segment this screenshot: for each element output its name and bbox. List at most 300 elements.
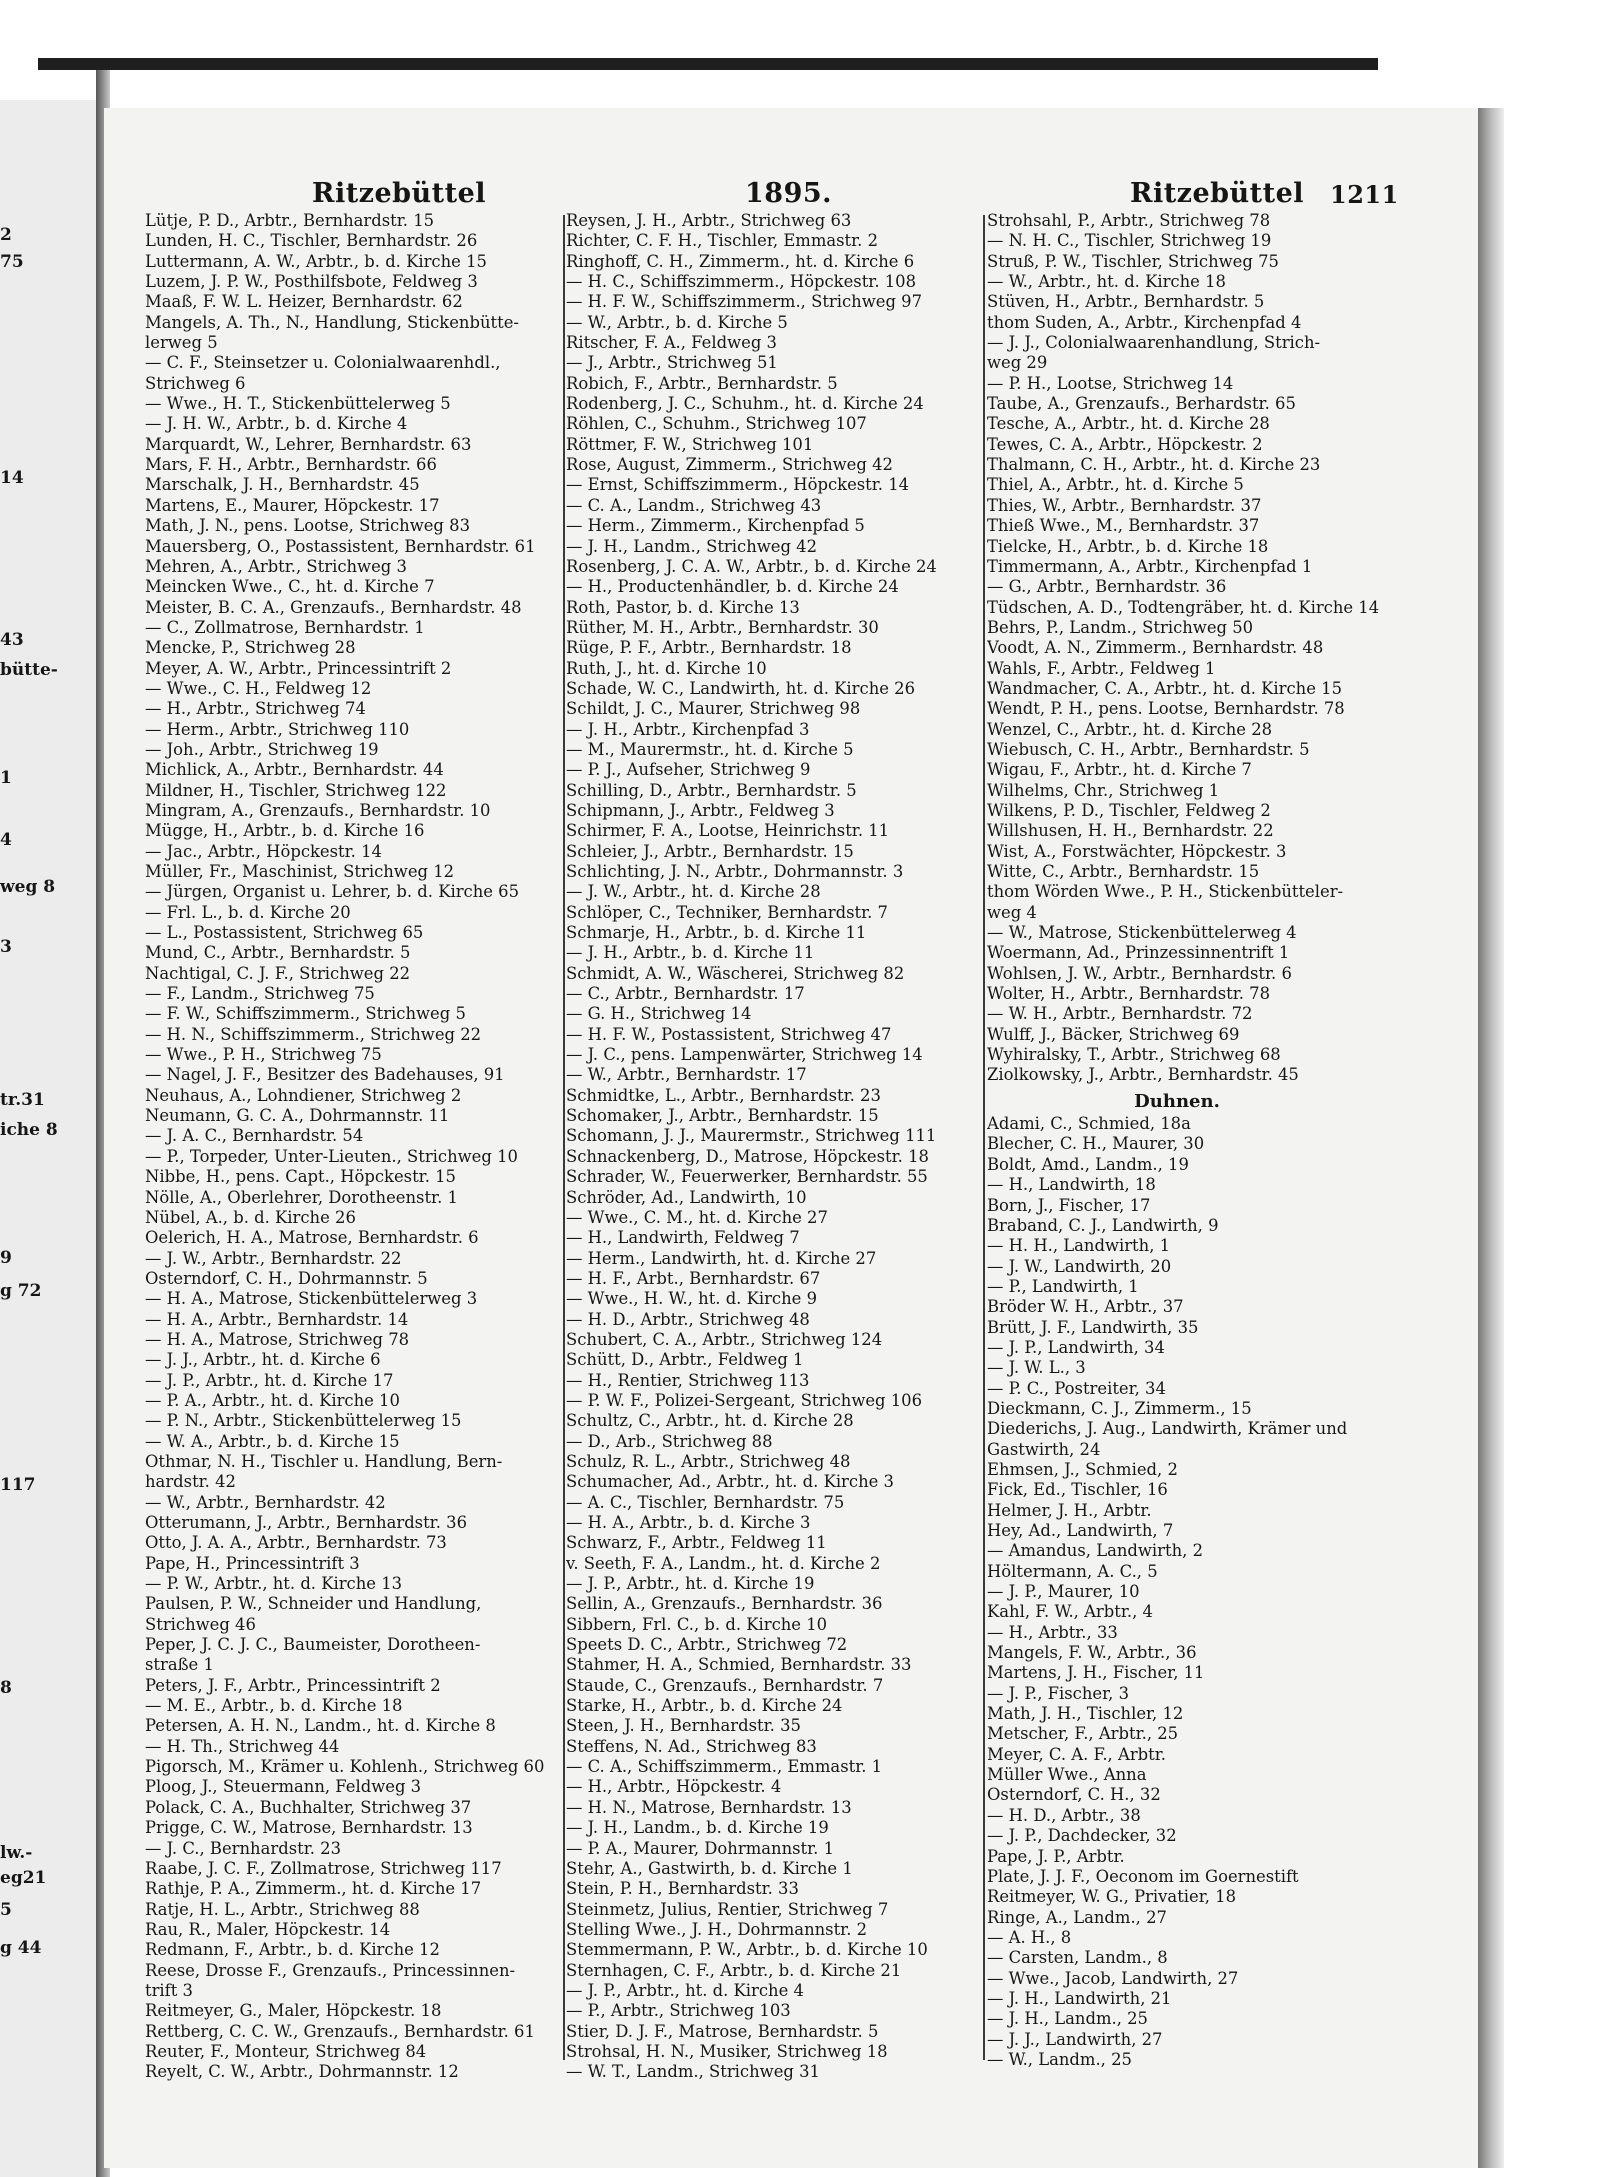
directory-entry: Robich, F., Arbtr., Bernhardstr. 5 [566, 373, 838, 393]
directory-entry: Stehr, A., Gastwirth, b. d. Kirche 1 [566, 1858, 853, 1878]
directory-entry: Schomann, J. J., Maurermstr., Strichweg 111 [566, 1126, 937, 1146]
directory-entry: — H. D., Arbtr., Strichweg 48 [566, 1309, 810, 1329]
directory-entry: Braband, C. J., Landwirth, 9 [987, 1215, 1219, 1235]
directory-entry: Thiel, A., Arbtr., ht. d. Kirche 5 [987, 475, 1244, 495]
directory-entry: straße 1 [145, 1655, 214, 1675]
directory-entry: Mars, F. H., Arbtr., Bernhardstr. 66 [145, 455, 437, 475]
directory-entry: Ratje, H. L., Arbtr., Strichweg 88 [145, 1899, 420, 1919]
directory-entry: Schirmer, F. A., Lootse, Heinrichstr. 11 [566, 821, 890, 841]
directory-entry: — P. N., Arbtr., Stickenbüttelerweg 15 [145, 1411, 462, 1431]
directory-entry: Mangels, A. Th., N., Handlung, Stickenbütte- [145, 312, 519, 332]
previous-page-fragment: weg 8 [0, 877, 56, 897]
directory-entry: — P. C., Postreiter, 34 [987, 1378, 1166, 1398]
directory-entry: Ritscher, F. A., Feldweg 3 [566, 333, 777, 353]
directory-entry: Adami, C., Schmied, 18a [987, 1114, 1191, 1134]
directory-entry: Rodenberg, J. C., Schuhm., ht. d. Kirche 24 [566, 394, 924, 414]
directory-entry: Thies, W., Arbtr., Bernhardstr. 37 [987, 495, 1262, 515]
directory-entry: Müller Wwe., Anna [987, 1765, 1147, 1785]
previous-page-fragment: tr.31 [0, 1090, 45, 1110]
directory-entry: — J. J., Colonialwaarenhandlung, Strich- [987, 333, 1321, 353]
directory-entry: — J. H., Landwirth, 21 [987, 1988, 1172, 2008]
directory-entry: — Wwe., H. W., ht. d. Kirche 9 [566, 1289, 818, 1309]
directory-entry: — W., Landm., 25 [987, 2049, 1132, 2069]
directory-entry: Schilling, D., Arbtr., Bernhardstr. 5 [566, 780, 857, 800]
directory-entry: — Wwe., P. H., Strichweg 75 [145, 1045, 382, 1065]
directory-entry: Wiebusch, C. H., Arbtr., Bernhardstr. 5 [987, 739, 1310, 759]
directory-entry: — J. H., Landm., 25 [987, 2009, 1148, 2029]
previous-page-fragment: 3 [0, 937, 12, 957]
directory-entry: thom Wörden Wwe., P. H., Stickenbütteler- [987, 882, 1344, 902]
directory-entry: — H. A., Matrose, Strichweg 78 [145, 1329, 410, 1349]
directory-entry: Schmidt, A. W., Wäscherei, Strichweg 82 [566, 963, 905, 983]
directory-entry: Strichweg 6 [145, 373, 246, 393]
directory-entry: Otto, J. A. A., Arbtr., Bernhardstr. 73 [145, 1533, 447, 1553]
directory-entry: Rathje, P. A., Zimmerm., ht. d. Kirche 17 [145, 1879, 482, 1899]
directory-entry: thom Suden, A., Arbtr., Kirchenpfad 4 [987, 312, 1302, 332]
directory-entry: Pigorsch, M., Krämer u. Kohlenh., Strichweg 60 [145, 1757, 545, 1777]
directory-entry: Stemmermann, P. W., Arbtr., b. d. Kirche 10 [566, 1940, 928, 1960]
directory-entry: Rose, August, Zimmerm., Strichweg 42 [566, 455, 893, 475]
previous-page-fragment: g 44 [0, 1938, 42, 1958]
directory-entry: Ringe, A., Landm., 27 [987, 1907, 1167, 1927]
directory-entry: — Wwe., C. M., ht. d. Kirche 27 [566, 1207, 828, 1227]
directory-entry: Ziolkowsky, J., Arbtr., Bernhardstr. 45 [987, 1065, 1299, 1085]
directory-entry: Schwarz, F., Arbtr., Feldweg 11 [566, 1533, 827, 1553]
directory-entry: Mildner, H., Tischler, Strichweg 122 [145, 780, 447, 800]
previous-page-fragment: lw.- [0, 1843, 33, 1863]
directory-entry: — W., Arbtr., b. d. Kirche 5 [566, 312, 788, 332]
directory-entry: Pape, H., Princessintrift 3 [145, 1553, 360, 1573]
directory-entry: Redmann, F., Arbtr., b. d. Kirche 12 [145, 1940, 440, 1960]
directory-entry: Strichweg 46 [145, 1614, 256, 1634]
directory-entry: Speets D. C., Arbtr., Strichweg 72 [566, 1635, 848, 1655]
previous-page-fragment: 2 [0, 225, 12, 245]
directory-entry: Schmarje, H., Arbtr., b. d. Kirche 11 [566, 923, 867, 943]
directory-entry: — H. A., Arbtr., Bernhardstr. 14 [145, 1309, 409, 1329]
directory-entry: Nibbe, H., pens. Capt., Höpckestr. 15 [145, 1167, 456, 1187]
directory-entry: Starke, H., Arbtr., b. d. Kirche 24 [566, 1696, 843, 1716]
directory-entry: — P. W., Arbtr., ht. d. Kirche 13 [145, 1574, 403, 1594]
page-number: 1211 [1330, 180, 1399, 209]
directory-entry: Reese, Drosse F., Grenzaufs., Princessinnen- [145, 1960, 516, 1980]
directory-entry: Rau, R., Maler, Höpckestr. 14 [145, 1919, 391, 1939]
directory-entry: Stüven, H., Arbtr., Bernhardstr. 5 [987, 292, 1265, 312]
directory-entry: Neuhaus, A., Lohndiener, Strichweg 2 [145, 1085, 462, 1105]
directory-entry: — J. W., Landwirth, 20 [987, 1256, 1172, 1276]
directory-entry: — C. A., Landm., Strichweg 43 [566, 495, 822, 515]
directory-entry: — H. C., Schiffszimmerm., Höpckestr. 108 [566, 272, 917, 292]
directory-entry: weg 29 [987, 353, 1048, 373]
directory-entry: Ruth, J., ht. d. Kirche 10 [566, 658, 767, 678]
directory-entry: Richter, C. F. H., Tischler, Emmastr. 2 [566, 231, 879, 251]
directory-entry: Kahl, F. W., Arbtr., 4 [987, 1602, 1153, 1622]
directory-entry: Wilhelms, Chr., Strichweg 1 [987, 780, 1220, 800]
directory-entry: Polack, C. A., Buchhalter, Strichweg 37 [145, 1797, 472, 1817]
directory-entry: — C. A., Schiffszimmerm., Emmastr. 1 [566, 1757, 883, 1777]
directory-entry: Bröder W. H., Arbtr., 37 [987, 1297, 1184, 1317]
directory-entry: — D., Arb., Strichweg 88 [566, 1431, 773, 1451]
directory-entry: Reitmeyer, W. G., Privatier, 18 [987, 1887, 1237, 1907]
directory-entry: Schütt, D., Arbtr., Feldweg 1 [566, 1350, 804, 1370]
directory-entry: Nachtigal, C. J. F., Strichweg 22 [145, 963, 411, 983]
directory-entry: Petersen, A. H. N., Landm., ht. d. Kirche 8 [145, 1716, 496, 1736]
directory-entry: Peters, J. F., Arbtr., Princessintrift 2 [145, 1675, 441, 1695]
directory-entry: Lunden, H. C., Tischler, Bernhardstr. 26 [145, 231, 478, 251]
header-left-title: Ritzebüttel [312, 178, 487, 209]
directory-entry: — H., Landwirth, 18 [987, 1175, 1156, 1195]
directory-entry: — J., Arbtr., Strichweg 51 [566, 353, 778, 373]
directory-entry: — F. W., Schiffszimmerm., Strichweg 5 [145, 1004, 466, 1024]
directory-entry: Müller, Fr., Maschinist, Strichweg 12 [145, 862, 455, 881]
directory-entry: Schumacher, Ad., Arbtr., ht. d. Kirche 3 [566, 1472, 894, 1492]
directory-entry: — W., Arbtr., ht. d. Kirche 18 [987, 272, 1226, 292]
directory-entry: Diederichs, J. Aug., Landwirth, Krämer und [987, 1419, 1348, 1439]
directory-entry: trift 3 [145, 1980, 193, 2000]
previous-page-fragment: iche 8 [0, 1120, 58, 1140]
directory-entry: Schade, W. C., Landwirth, ht. d. Kirche 26 [566, 678, 916, 698]
directory-entry: — M., Maurermstr., ht. d. Kirche 5 [566, 739, 854, 759]
directory-entry: Nübel, A., b. d. Kirche 26 [145, 1207, 356, 1227]
directory-entry: Prigge, C. W., Matrose, Bernhardstr. 13 [145, 1818, 473, 1838]
directory-entry: — Frl. L., b. d. Kirche 20 [145, 902, 351, 922]
directory-entry: — W. H., Arbtr., Bernhardstr. 72 [987, 1004, 1253, 1024]
directory-entry: Meyer, A. W., Arbtr., Princessintrift 2 [145, 658, 452, 678]
directory-entry: Neumann, G. C. A., Dohrmannstr. 11 [145, 1106, 450, 1126]
directory-entry: Meincken Wwe., C., ht. d. Kirche 7 [145, 577, 435, 597]
directory-entry: Staude, C., Grenzaufs., Bernhardstr. 7 [566, 1675, 884, 1695]
directory-entry: — J. A. C., Bernhardstr. 54 [145, 1126, 364, 1146]
directory-entry: Wilkens, P. D., Tischler, Feldweg 2 [987, 800, 1271, 820]
directory-entry: Ringhoff, C. H., Zimmerm., ht. d. Kirche 6 [566, 251, 915, 271]
directory-entry: — Amandus, Landwirth, 2 [987, 1541, 1203, 1561]
directory-entry: Ploog, J., Steuermann, Feldweg 3 [145, 1777, 422, 1797]
directory-entry: — J. P., Arbtr., ht. d. Kirche 17 [145, 1370, 394, 1390]
directory-entry: Behrs, P., Landm., Strichweg 50 [987, 617, 1254, 637]
directory-entry: Timmermann, A., Arbtr., Kirchenpfad 1 [987, 556, 1313, 576]
directory-entry: — J. W., Arbtr., ht. d. Kirche 28 [566, 882, 821, 902]
directory-entry: Tüdschen, A. D., Todtengräber, ht. d. Kirche 14 [987, 597, 1380, 617]
directory-entry: Schlichting, J. N., Arbtr., Dohrmannstr. 3 [566, 862, 904, 881]
directory-entry: Wyhiralsky, T., Arbtr., Strichweg 68 [987, 1045, 1281, 1065]
directory-entry: Marschalk, J. H., Bernhardstr. 45 [145, 475, 420, 495]
directory-entry: Peper, J. C. J. C., Baumeister, Dorotheen- [145, 1635, 481, 1655]
directory-entry: Nölle, A., Oberlehrer, Dorotheenstr. 1 [145, 1187, 458, 1207]
directory-entry: Schleier, J., Arbtr., Bernhardstr. 15 [566, 841, 854, 861]
directory-entry: — J. H. W., Arbtr., b. d. Kirche 4 [145, 414, 408, 434]
directory-entry: Roth, Pastor, b. d. Kirche 13 [566, 597, 800, 617]
column-2 [566, 211, 986, 2083]
directory-entry: — J. P., Arbtr., ht. d. Kirche 19 [566, 1574, 815, 1594]
directory-entry: — H. Th., Strichweg 44 [145, 1736, 340, 1756]
directory-entry: Meister, B. C. A., Grenzaufs., Bernhardstr. 48 [145, 597, 522, 617]
directory-entry: Strohsahl, P., Arbtr., Strichweg 78 [987, 211, 1271, 230]
previous-page-fragment: eg21 [0, 1868, 47, 1888]
directory-entry: — W., Arbtr., Bernhardstr. 42 [145, 1492, 386, 1512]
directory-entry: — J. C., Bernhardstr. 23 [145, 1838, 342, 1858]
directory-entry: Stelling Wwe., J. H., Dohrmannstr. 2 [566, 1919, 868, 1939]
directory-entry: Wandmacher, C. A., Arbtr., ht. d. Kirche 15 [987, 678, 1343, 698]
directory-entry: weg 4 [987, 902, 1037, 922]
directory-entry: Tewes, C. A., Arbtr., Höpckestr. 2 [987, 434, 1263, 454]
directory-entry: v. Seeth, F. A., Landm., ht. d. Kirche 2 [566, 1553, 881, 1573]
directory-entry: Wigau, F., Arbtr., ht. d. Kirche 7 [987, 760, 1252, 780]
directory-entry: — P. W. F., Polizei-Sergeant, Strichweg 106 [566, 1390, 923, 1410]
directory-entry: — Jac., Arbtr., Höpckestr. 14 [145, 841, 382, 861]
directory-entry: Pape, J. P., Arbtr. [987, 1846, 1125, 1866]
directory-entry: — J. J., Arbtr., ht. d. Kirche 6 [145, 1350, 381, 1370]
directory-entry: Wohlsen, J. W., Arbtr., Bernhardstr. 6 [987, 963, 1292, 983]
directory-entry: Blecher, C. H., Maurer, 30 [987, 1134, 1205, 1154]
directory-entry: Mingram, A., Grenzaufs., Bernhardstr. 10 [145, 800, 491, 820]
directory-entry: Mund, C., Arbtr., Bernhardstr. 5 [145, 943, 411, 963]
directory-entry: Tesche, A., Arbtr., ht. d. Kirche 28 [987, 414, 1270, 434]
header-right-title: Ritzebüttel [1130, 178, 1305, 209]
directory-entry: — Wwe., H. T., Stickenbüttelerweg 5 [145, 394, 451, 414]
directory-entry: Sellin, A., Grenzaufs., Bernhardstr. 36 [566, 1594, 883, 1614]
directory-entry: — J. H., Arbtr., b. d. Kirche 11 [566, 943, 815, 963]
directory-entry: — A. H., 8 [987, 1927, 1072, 1947]
directory-entry: — P., Landwirth, 1 [987, 1276, 1139, 1296]
directory-entry: — P., Torpeder, Unter-Lieuten., Strichweg 10 [145, 1146, 518, 1166]
directory-entry: Marquardt, W., Lehrer, Bernhardstr. 63 [145, 434, 472, 454]
directory-entry: — J. P., Dachdecker, 32 [987, 1826, 1177, 1846]
previous-page-fragment: 75 [0, 252, 24, 272]
directory-entry: — H., Arbtr., 33 [987, 1622, 1118, 1642]
directory-entry: Paulsen, P. W., Schneider und Handlung, [145, 1594, 482, 1614]
directory-entry: Voodt, A. N., Zimmerm., Bernhardstr. 48 [987, 638, 1324, 658]
previous-page-fragment: bütte- [0, 660, 58, 680]
directory-entry: Rosenberg, J. C. A. W., Arbtr., b. d. Kirche 24 [566, 556, 937, 576]
previous-page-fragment: 43 [0, 630, 24, 650]
directory-entry: Schomaker, J., Arbtr., Bernhardstr. 15 [566, 1106, 879, 1126]
directory-entry: Rüther, M. H., Arbtr., Bernhardstr. 30 [566, 617, 879, 637]
directory-entry: — H. F., Arbt., Bernhardstr. 67 [566, 1268, 821, 1288]
directory-entry: — A. C., Tischler, Bernhardstr. 75 [566, 1492, 845, 1512]
directory-entry: Schipmann, J., Arbtr., Feldweg 3 [566, 800, 835, 820]
directory-entry: Tielcke, H., Arbtr., b. d. Kirche 18 [987, 536, 1269, 556]
directory-entry: — Wwe., C. H., Feldweg 12 [145, 678, 372, 698]
directory-entry: Osterndorf, C. H., Dohrmannstr. 5 [145, 1268, 428, 1288]
directory-entry: Sternhagen, C. F., Arbtr., b. d. Kirche 21 [566, 1960, 902, 1980]
page-edge-right [1478, 108, 1504, 2168]
directory-entry: Michlick, A., Arbtr., Bernhardstr. 44 [145, 760, 444, 780]
directory-entry: — W., Matrose, Stickenbüttelerweg 4 [987, 923, 1297, 943]
directory-entry: Schubert, C. A., Arbtr., Strichweg 124 [566, 1329, 883, 1349]
directory-entry: — Carsten, Landm., 8 [987, 1948, 1168, 1968]
directory-entry: Fick, Ed., Tischler, 16 [987, 1480, 1168, 1500]
directory-entry: — Jürgen, Organist u. Lehrer, b. d. Kirche 65 [145, 882, 520, 902]
directory-entry: Höltermann, A. C., 5 [987, 1561, 1158, 1581]
directory-entry: Oelerich, H. A., Matrose, Bernhardstr. 6 [145, 1228, 479, 1248]
directory-entry: Boldt, Amd., Landm., 19 [987, 1154, 1189, 1174]
directory-entry: Schrader, W., Feuerwerker, Bernhardstr. 55 [566, 1167, 928, 1187]
column-3 [987, 211, 1407, 2070]
directory-entry: — C. F., Steinsetzer u. Colonialwaarenhdl., [145, 353, 501, 373]
directory-entry: — F., Landm., Strichweg 75 [145, 984, 375, 1004]
directory-entry: — J. P., Arbtr., ht. d. Kirche 4 [566, 1980, 804, 2000]
directory-entry: Reuter, F., Monteur, Strichweg 84 [145, 2041, 427, 2061]
directory-entry: Reysen, J. H., Arbtr., Strichweg 63 [566, 211, 852, 230]
directory-entry: Plate, J. J. F., Oeconom im Goernestift [987, 1866, 1299, 1886]
directory-entry: — L., Postassistent, Strichweg 65 [145, 923, 424, 943]
header-year: 1895. [745, 178, 833, 209]
directory-entry: — H., Arbtr., Höpckestr. 4 [566, 1777, 782, 1797]
directory-entry: Mangels, F. W., Arbtr., 36 [987, 1643, 1197, 1663]
directory-entry: — J. P., Landwirth, 34 [987, 1337, 1165, 1357]
directory-entry: — P. H., Lootse, Strichweg 14 [987, 373, 1234, 393]
previous-page-fragment: 1 [0, 768, 12, 788]
directory-entry: Mencke, P., Strichweg 28 [145, 638, 356, 658]
directory-entry: Reitmeyer, G., Maler, Höpckestr. 18 [145, 2001, 442, 2021]
directory-entry: Wendt, P. H., pens. Lootse, Bernhardstr. 78 [987, 699, 1345, 719]
directory-entry: Steinmetz, Julius, Rentier, Strichweg 7 [566, 1899, 889, 1919]
directory-entry: Steen, J. H., Bernhardstr. 35 [566, 1716, 801, 1736]
directory-entry: — H., Productenhändler, b. d. Kirche 24 [566, 577, 899, 597]
directory-entry: Stahmer, H. A., Schmied, Bernhardstr. 33 [566, 1655, 912, 1675]
directory-entry: Rüge, P. F., Arbtr., Bernhardstr. 18 [566, 638, 852, 658]
previous-page-fragment: g 72 [0, 1281, 42, 1301]
directory-entry: Born, J., Fischer, 17 [987, 1195, 1151, 1215]
previous-page-fragment: 117 [0, 1475, 36, 1495]
directory-entry: Stein, P. H., Bernhardstr. 33 [566, 1879, 799, 1899]
directory-entry: — Nagel, J. F., Besitzer des Badehauses, 91 [145, 1065, 505, 1085]
directory-entry: Metscher, F., Arbtr., 25 [987, 1724, 1179, 1744]
directory-entry: — H. A., Arbtr., b. d. Kirche 3 [566, 1513, 811, 1532]
directory-entry: — H., Rentier, Strichweg 113 [566, 1370, 810, 1390]
directory-entry: — H., Arbtr., Strichweg 74 [145, 699, 366, 719]
previous-page-fragment: 4 [0, 830, 12, 850]
directory-entry: Hey, Ad., Landwirth, 7 [987, 1521, 1174, 1540]
directory-entry: Martens, J. H., Fischer, 11 [987, 1663, 1205, 1683]
directory-entry: Woermann, Ad., Prinzessinnentrift 1 [987, 943, 1290, 963]
column-1 [145, 211, 565, 2083]
section-heading: Duhnen. [1134, 1090, 1220, 1112]
directory-entry: Reyelt, C. W., Arbtr., Dohrmannstr. 12 [145, 2062, 459, 2082]
directory-entry: Othmar, N. H., Tischler u. Handlung, Bern- [145, 1451, 503, 1471]
previous-page-fragment: 14 [0, 468, 24, 488]
directory-entry: — H. H., Landwirth, 1 [987, 1236, 1171, 1256]
directory-entry: Taube, A., Grenzaufs., Berhardstr. 65 [987, 394, 1296, 414]
directory-entry: Wist, A., Forstwächter, Höpckestr. 3 [987, 841, 1287, 861]
previous-page-fragment: 5 [0, 1900, 12, 1920]
directory-entry: — H. A., Matrose, Stickenbüttelerweg 3 [145, 1289, 478, 1309]
directory-entry: Luttermann, A. W., Arbtr., b. d. Kirche 15 [145, 251, 487, 271]
directory-entry: Struß, P. W., Tischler, Strichweg 75 [987, 251, 1279, 271]
directory-entry: — J. H., Landm., b. d. Kirche 19 [566, 1818, 829, 1838]
previous-page-fragment: 9 [0, 1248, 12, 1268]
directory-entry: — C., Zollmatrose, Bernhardstr. 1 [145, 617, 425, 637]
directory-entry: Mügge, H., Arbtr., b. d. Kirche 16 [145, 821, 425, 841]
directory-entry: Röhlen, C., Schuhm., Strichweg 107 [566, 414, 867, 434]
directory-entry: Luzem, J. P. W., Posthilfsbote, Feldweg 3 [145, 272, 478, 292]
directory-entry: — J. J., Landwirth, 27 [987, 2029, 1163, 2049]
directory-entry: — Herm., Landwirth, ht. d. Kirche 27 [566, 1248, 877, 1268]
directory-entry: Wolter, H., Arbtr., Bernhardstr. 78 [987, 984, 1271, 1004]
directory-entry: Sibbern, Frl. C., b. d. Kirche 10 [566, 1614, 828, 1634]
directory-entry: — J. W. L., 3 [987, 1358, 1086, 1378]
directory-entry: Schröder, Ad., Landwirth, 10 [566, 1187, 807, 1207]
directory-entry: Willshusen, H. H., Bernhardstr. 22 [987, 821, 1274, 841]
directory-entry: Math, J. H., Tischler, 12 [987, 1704, 1184, 1724]
directory-entry: — J. H., Landm., Strichweg 42 [566, 536, 818, 556]
directory-entry: Schnackenberg, D., Matrose, Höpckestr. 18 [566, 1146, 929, 1166]
directory-entry: Mauersberg, O., Postassistent, Bernhardstr. 61 [145, 536, 536, 556]
directory-entry: Strohsal, H. N., Musiker, Strichweg 18 [566, 2041, 888, 2061]
directory-entry: Martens, E., Maurer, Höpckestr. 17 [145, 495, 440, 515]
scan-border-top [38, 58, 1378, 70]
directory-entry: — Ernst, Schiffszimmerm., Höpckestr. 14 [566, 475, 910, 495]
directory-entry: — P., Arbtr., Strichweg 103 [566, 2001, 791, 2021]
directory-entry: Schmidtke, L., Arbtr., Bernhardstr. 23 [566, 1085, 881, 1105]
directory-entry: Wenzel, C., Arbtr., ht. d. Kirche 28 [987, 719, 1273, 739]
directory-entry: Schultz, C., Arbtr., ht. d. Kirche 28 [566, 1411, 854, 1431]
directory-entry: Ehmsen, J., Schmied, 2 [987, 1459, 1178, 1479]
directory-entry: — M. E., Arbtr., b. d. Kirche 18 [145, 1696, 403, 1716]
directory-entry: — P. J., Aufseher, Strichweg 9 [566, 760, 811, 780]
directory-entry: Schlöper, C., Techniker, Bernhardstr. 7 [566, 902, 888, 922]
directory-entry: — Wwe., Jacob, Landwirth, 27 [987, 1968, 1239, 1988]
directory-entry: Stier, D. J. F., Matrose, Bernhardstr. 5 [566, 2021, 879, 2041]
directory-entry: — G. H., Strichweg 14 [566, 1004, 752, 1024]
directory-entry: — P. A., Arbtr., ht. d. Kirche 10 [145, 1390, 400, 1410]
directory-entry: — H. F. W., Schiffszimmerm., Strichweg 97 [566, 292, 923, 312]
directory-entry: Gastwirth, 24 [987, 1439, 1101, 1459]
directory-entry: — J. C., pens. Lampenwärter, Strichweg 14 [566, 1045, 923, 1065]
directory-entry: Witte, C., Arbtr., Bernhardstr. 15 [987, 862, 1260, 881]
directory-entry: Helmer, J. H., Arbtr. [987, 1500, 1152, 1520]
directory-entry: Osterndorf, C. H., 32 [987, 1785, 1161, 1805]
directory-entry: Thalmann, C. H., Arbtr., ht. d. Kirche 23 [987, 455, 1321, 475]
directory-entry: hardstr. 42 [145, 1472, 236, 1492]
directory-entry: Brütt, J. F., Landwirth, 35 [987, 1317, 1199, 1337]
directory-entry: — Herm., Zimmerm., Kirchenpfad 5 [566, 516, 865, 536]
directory-entry: Lütje, P. D., Arbtr., Bernhardstr. 15 [145, 211, 435, 230]
directory-entry: Mehren, A., Arbtr., Strichweg 3 [145, 556, 407, 576]
directory-entry: Schulz, R. L., Arbtr., Strichweg 48 [566, 1451, 851, 1471]
directory-entry: Maaß, F. W. L. Heizer, Bernhardstr. 62 [145, 292, 463, 312]
directory-entry: — G., Arbtr., Bernhardstr. 36 [987, 577, 1227, 597]
directory-entry: — W., Arbtr., Bernhardstr. 17 [566, 1065, 807, 1085]
directory-entry: — H., Landwirth, Feldweg 7 [566, 1228, 800, 1248]
directory-entry: Schildt, J. C., Maurer, Strichweg 98 [566, 699, 861, 719]
directory-entry: — N. H. C., Tischler, Strichweg 19 [987, 231, 1272, 251]
directory-entry: — J. H., Arbtr., Kirchenpfad 3 [566, 719, 810, 739]
directory-entry: — W. T., Landm., Strichweg 31 [566, 2062, 820, 2082]
directory-entry: — Joh., Arbtr., Strichweg 19 [145, 739, 379, 759]
directory-entry: — H. N., Schiffszimmerm., Strichweg 22 [145, 1024, 482, 1044]
directory-entry: Otterumann, J., Arbtr., Bernhardstr. 36 [145, 1513, 467, 1532]
directory-entry: Math, J. N., pens. Lootse, Strichweg 83 [145, 516, 470, 536]
directory-entry: — H. N., Matrose, Bernhardstr. 13 [566, 1797, 852, 1817]
directory-entry: Wulff, J., Bäcker, Strichweg 69 [987, 1024, 1240, 1044]
directory-entry: lerweg 5 [145, 333, 218, 353]
directory-entry: Wahls, F., Arbtr., Feldweg 1 [987, 658, 1216, 678]
directory-entry: — J. P., Maurer, 10 [987, 1582, 1140, 1602]
directory-entry: Röttmer, F. W., Strichweg 101 [566, 434, 814, 454]
directory-entry: Dieckmann, C. J., Zimmerm., 15 [987, 1398, 1252, 1418]
directory-entry: — P. A., Maurer, Dohrmannstr. 1 [566, 1838, 835, 1858]
previous-page-fragment: 8 [0, 1678, 12, 1698]
directory-entry: — Herm., Arbtr., Strichweg 110 [145, 719, 410, 739]
directory-entry: Raabe, J. C. F., Zollmatrose, Strichweg 117 [145, 1858, 502, 1878]
directory-entry: — W. A., Arbtr., b. d. Kirche 15 [145, 1431, 400, 1451]
directory-entry: — H. D., Arbtr., 38 [987, 1805, 1141, 1825]
directory-entry: — J. P., Fischer, 3 [987, 1683, 1129, 1703]
directory-entry: — H. F. W., Postassistent, Strichweg 47 [566, 1024, 892, 1044]
directory-entry: Meyer, C. A. F., Arbtr. [987, 1744, 1166, 1764]
directory-entry: Steffens, N. Ad., Strichweg 83 [566, 1736, 817, 1756]
directory-entry: Rettberg, C. C. W., Grenzaufs., Bernhardstr. 61 [145, 2021, 535, 2041]
